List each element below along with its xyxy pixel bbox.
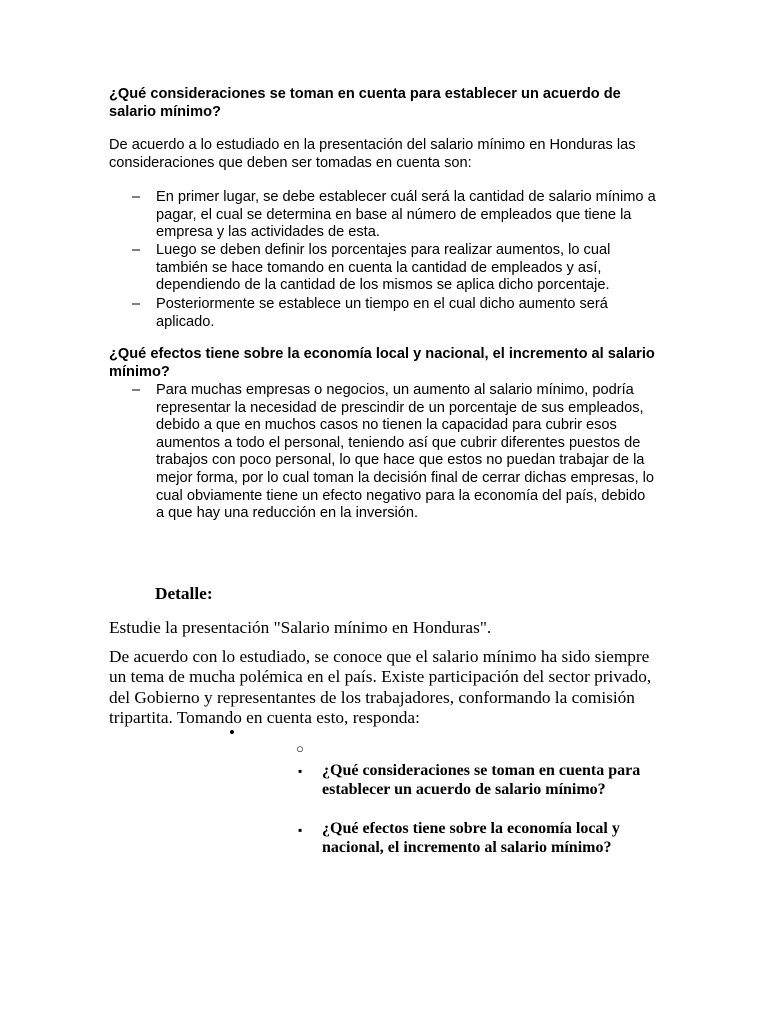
dash-bullet: – — [132, 189, 141, 205]
dash-bullet: – — [132, 382, 141, 398]
square-bullet-icon: ▪ — [298, 823, 303, 837]
dash-bullet: – — [132, 296, 141, 312]
list-item-text: Para muchas empresas o negocios, un aumento al salario mínimo, podría representar la necesidad de prescindir de un porcentaje de sus empleados, debido a que en muchos casos no tienen la capacidad para cubrir esos aumentos a todo el personal, teniendo así que cubrir diferentes puestos de trabajos con poco personal, lo que hace que estos no puedan trabajar de la mejor forma, por lo cual toman la decisión final de cerrar dichas empresas, lo cual obviamente tiene un efecto negativo para la economía del país, debido a que hay una reducción en la inversión. — [156, 382, 655, 522]
list-item-text: Luego se deben definir los porcentajes para realizar aumentos, lo cual también se hace tomando en cuenta la cantidad de empleados y así, dependiendo de la cantidad de los mismos se aplica dicho porcentaje. — [156, 242, 611, 294]
section1-heading: ¿Qué consideraciones se toman en cuenta para establecer un acuerdo de salario mínimo? — [109, 86, 621, 120]
question-text: ¿Qué consideraciones se toman en cuenta para establecer un acuerdo de salario mínimo? — [322, 762, 641, 798]
square-bullet-icon: ▪ — [298, 764, 303, 778]
list-item-text: En primer lugar, se debe establecer cuál será la cantidad de salario mínimo a pagar, el cual se determina en base al número de empleados que tiene la empresa y las actividades de esta. — [156, 189, 656, 241]
dash-bullet: – — [132, 242, 141, 258]
detalle-title: Detalle: — [155, 584, 213, 603]
section1-intro: De acuerdo a lo estudiado en la presentación del salario mínimo en Honduras las consideraciones que deben ser tomadas en cuenta son: — [109, 137, 636, 171]
detalle-instruction: Estudie la presentación "Salario mínimo en Honduras". — [109, 618, 492, 637]
question-text: ¿Qué efectos tiene sobre la economía local y nacional, el incremento al salario mínimo? — [322, 820, 620, 856]
bullet-level2-icon: ○ — [296, 741, 304, 756]
bullet-level1-icon: • — [229, 723, 235, 742]
list-item-text: Posteriormente se establece un tiempo en el cual dicho aumento será aplicado. — [156, 296, 608, 330]
section2-heading: ¿Qué efectos tiene sobre la economía local y nacional, el incremento al salario mínimo? — [109, 346, 655, 380]
detalle-paragraph: De acuerdo con lo estudiado, se conoce que el salario mínimo ha sido siempre un tema de mucha polémica en el país. Existe participación del sector privado, del Gobierno y representantes de los trabajadores, conformando la comisión tripartita. Tomando en cuenta esto, responda: — [109, 647, 652, 727]
